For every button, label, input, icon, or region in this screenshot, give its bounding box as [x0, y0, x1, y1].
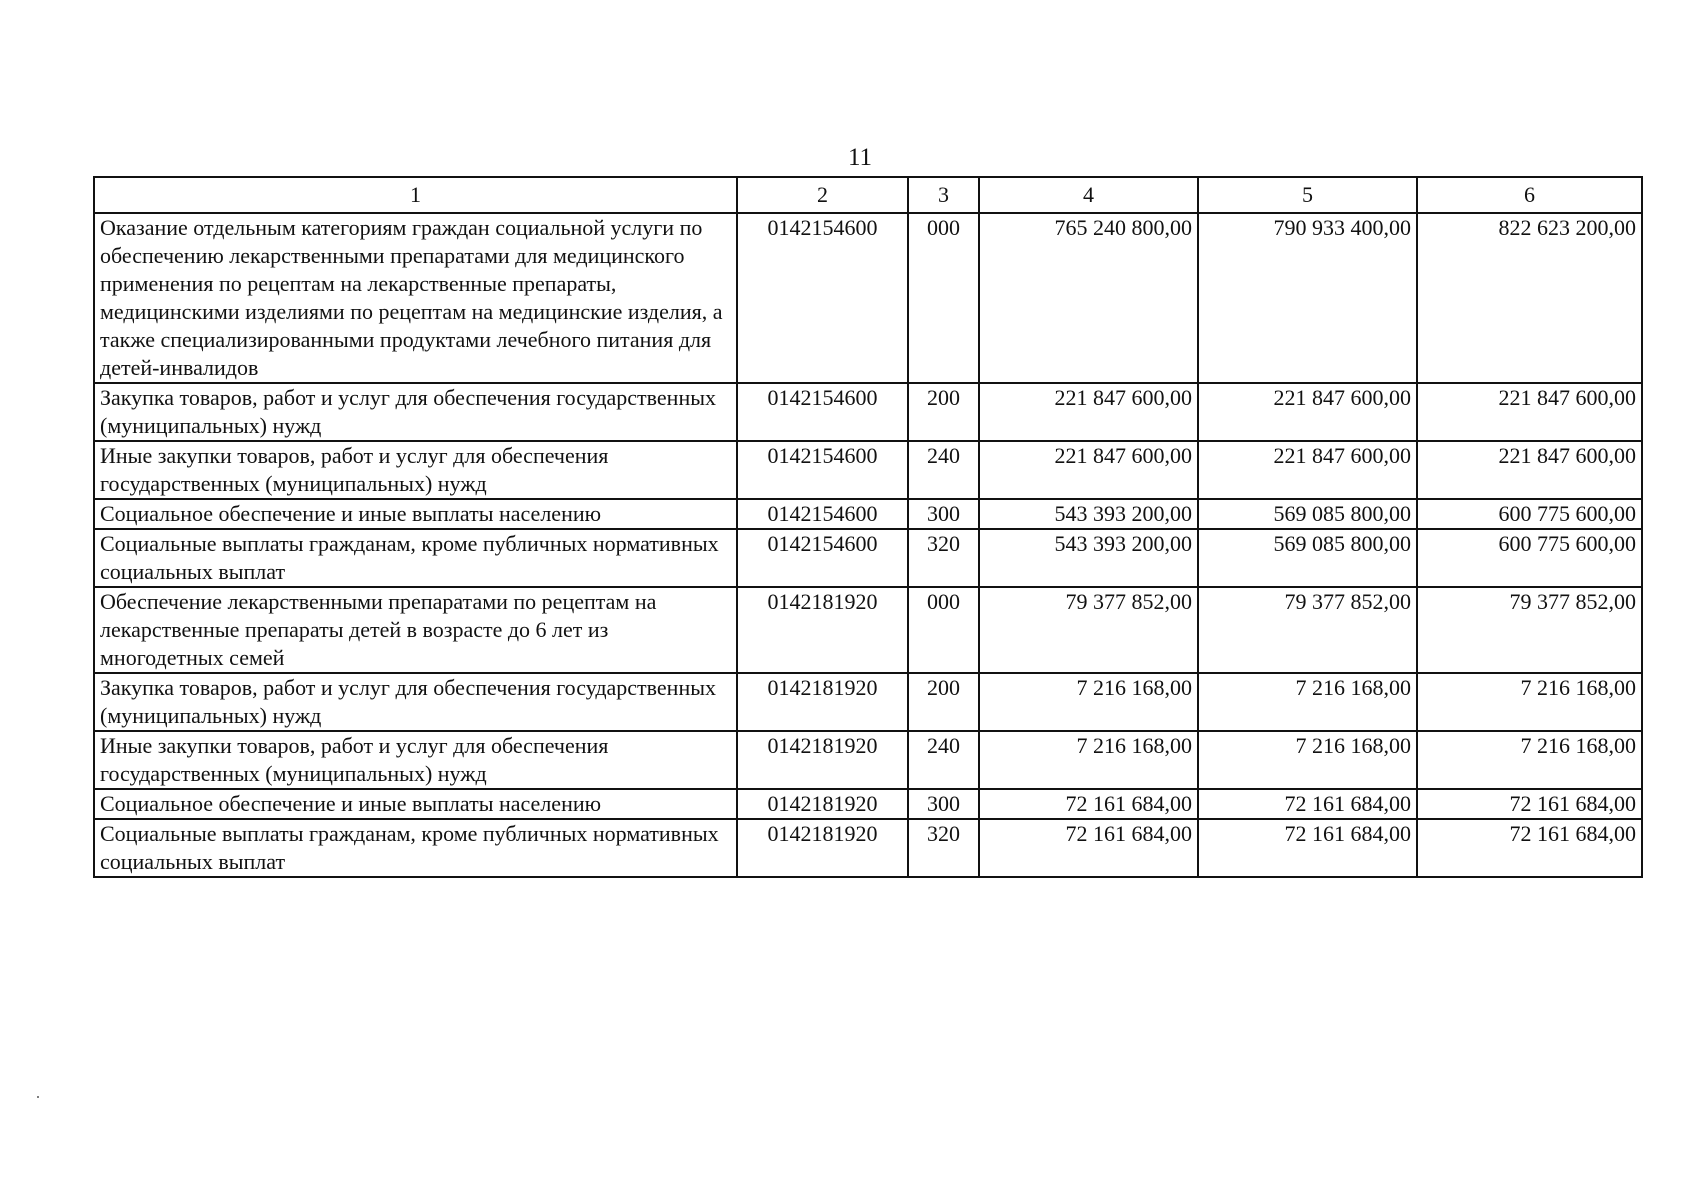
- row-amount-col4: 765 240 800,00: [979, 213, 1198, 383]
- row-name: Закупка товаров, работ и услуг для обеспечения государственных (муниципальных) нужд: [94, 673, 737, 731]
- row-name: Закупка товаров, работ и услуг для обеспечения государственных (муниципальных) нужд: [94, 383, 737, 441]
- row-amount-col5: 221 847 600,00: [1198, 383, 1417, 441]
- row-amount-col5: 221 847 600,00: [1198, 441, 1417, 499]
- table-row: [94, 731, 1642, 789]
- row-target-code: 0142181920: [737, 587, 908, 673]
- row-amount-col6: 72 161 684,00: [1417, 819, 1642, 877]
- column-header-3: 3: [908, 177, 979, 213]
- row-target-code: 0142181920: [737, 789, 908, 819]
- column-header-1: 1: [94, 177, 737, 213]
- column-header-5: 5: [1198, 177, 1417, 213]
- page-number: 11: [847, 144, 873, 171]
- row-name: Социальное обеспечение и иные выплаты населению: [94, 789, 737, 819]
- row-amount-col5: 790 933 400,00: [1198, 213, 1417, 383]
- row-expense-type: 320: [908, 819, 979, 877]
- row-amount-col4: 221 847 600,00: [979, 441, 1198, 499]
- row-amount-col5: 7 216 168,00: [1198, 673, 1417, 731]
- row-expense-type: 200: [908, 383, 979, 441]
- table-row: [94, 529, 1642, 587]
- row-name: Оказание отдельным категориям граждан социальной услуги по обеспечению лекарственными препаратами для медицинского применения по рецептам на лекарственные препараты, медицинскими изделиями по рецептам на медицинские изделия, а также специализированными продуктами лечебного питания для детей-инвалидов: [94, 213, 737, 383]
- row-amount-col4: 543 393 200,00: [979, 529, 1198, 587]
- row-amount-col6: 221 847 600,00: [1417, 441, 1642, 499]
- row-expense-type: 300: [908, 499, 979, 529]
- row-target-code: 0142154600: [737, 383, 908, 441]
- row-amount-col6: 7 216 168,00: [1417, 673, 1642, 731]
- row-amount-col5: 79 377 852,00: [1198, 587, 1417, 673]
- row-expense-type: 240: [908, 441, 979, 499]
- row-target-code: 0142154600: [737, 441, 908, 499]
- row-amount-col6: 221 847 600,00: [1417, 383, 1642, 441]
- row-amount-col4: 7 216 168,00: [979, 673, 1198, 731]
- header-row: [94, 177, 1642, 213]
- row-name: Социальное обеспечение и иные выплаты населению: [94, 499, 737, 529]
- table-row: [94, 819, 1642, 877]
- row-amount-col4: 79 377 852,00: [979, 587, 1198, 673]
- row-amount-col4: 221 847 600,00: [979, 383, 1198, 441]
- row-amount-col4: 7 216 168,00: [979, 731, 1198, 789]
- row-name: Обеспечение лекарственными препаратами по рецептам на лекарственные препараты детей в возрасте до 6 лет из многодетных семей: [94, 587, 737, 673]
- row-amount-col4: 543 393 200,00: [979, 499, 1198, 529]
- table-row: [94, 673, 1642, 731]
- row-expense-type: 320: [908, 529, 979, 587]
- table-row: [94, 213, 1642, 383]
- row-target-code: 0142181920: [737, 673, 908, 731]
- row-amount-col4: 72 161 684,00: [979, 819, 1198, 877]
- row-target-code: 0142154600: [737, 499, 908, 529]
- row-name: Социальные выплаты гражданам, кроме публичных нормативных социальных выплат: [94, 529, 737, 587]
- row-amount-col5: 7 216 168,00: [1198, 731, 1417, 789]
- row-amount-col5: 569 085 800,00: [1198, 529, 1417, 587]
- table-row: [94, 499, 1642, 529]
- row-target-code: 0142154600: [737, 213, 908, 383]
- row-expense-type: 200: [908, 673, 979, 731]
- row-amount-col6: 822 623 200,00: [1417, 213, 1642, 383]
- budget-table: [93, 176, 1643, 878]
- row-expense-type: 240: [908, 731, 979, 789]
- row-amount-col6: 7 216 168,00: [1417, 731, 1642, 789]
- column-header-4: 4: [979, 177, 1198, 213]
- row-amount-col5: 569 085 800,00: [1198, 499, 1417, 529]
- column-header-2: 2: [737, 177, 908, 213]
- row-target-code: 0142154600: [737, 529, 908, 587]
- row-amount-col6: 72 161 684,00: [1417, 789, 1642, 819]
- row-name: Иные закупки товаров, работ и услуг для обеспечения государственных (муниципальных) нужд: [94, 731, 737, 789]
- row-target-code: 0142181920: [737, 819, 908, 877]
- row-target-code: 0142181920: [737, 731, 908, 789]
- table-row: [94, 587, 1642, 673]
- row-name: Социальные выплаты гражданам, кроме публичных нормативных социальных выплат: [94, 819, 737, 877]
- column-header-6: 6: [1417, 177, 1642, 213]
- table-row: [94, 441, 1642, 499]
- table-row: [94, 383, 1642, 441]
- scan-dot: [36, 1095, 40, 1099]
- row-name: Иные закупки товаров, работ и услуг для обеспечения государственных (муниципальных) нужд: [94, 441, 737, 499]
- row-amount-col6: 600 775 600,00: [1417, 529, 1642, 587]
- row-amount-col5: 72 161 684,00: [1198, 819, 1417, 877]
- row-amount-col6: 79 377 852,00: [1417, 587, 1642, 673]
- row-amount-col6: 600 775 600,00: [1417, 499, 1642, 529]
- row-expense-type: 000: [908, 213, 979, 383]
- table-row: [94, 789, 1642, 819]
- row-amount-col5: 72 161 684,00: [1198, 789, 1417, 819]
- row-amount-col4: 72 161 684,00: [979, 789, 1198, 819]
- row-expense-type: 300: [908, 789, 979, 819]
- row-expense-type: 000: [908, 587, 979, 673]
